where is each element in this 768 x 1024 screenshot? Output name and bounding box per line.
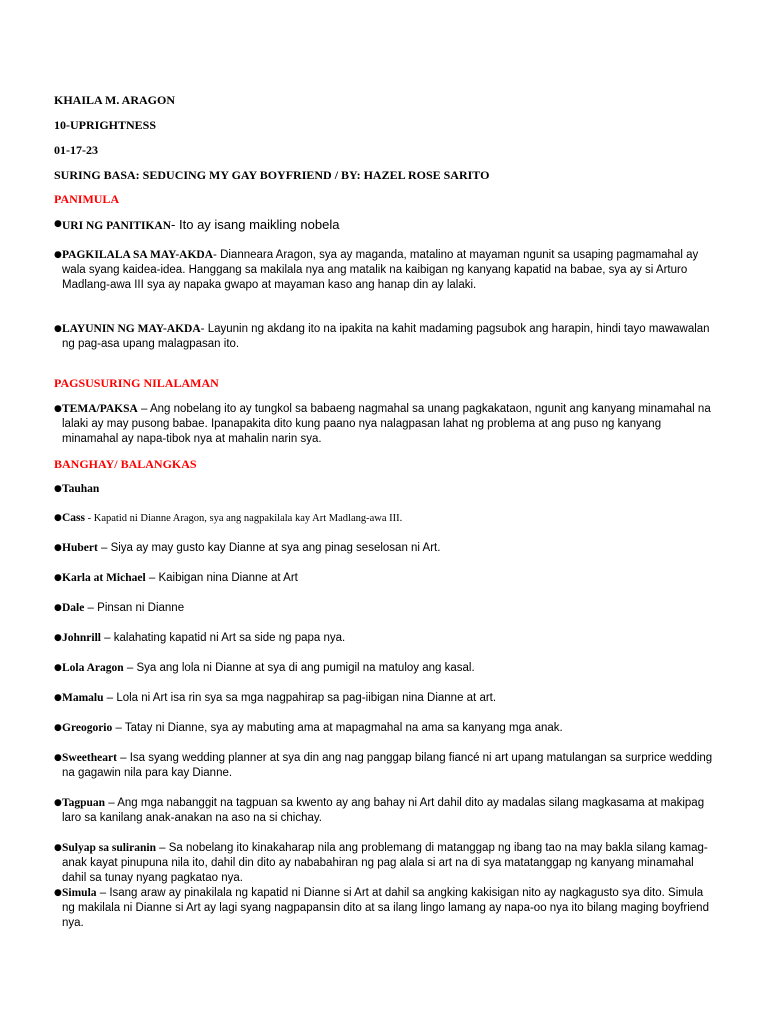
list-item: ● Simula – Isang araw ay pinakilala ng kapatid ni Dianne si Art at dahil sa angking kakisigan nito ay nagkagusto sya dito. Simula ng makilala ni Dianne si Art ay lagi syang nagpapansin dito at sa ilang lingo lamang ay napa-oo nya ito bilang maging boyfriend nya. (54, 887, 709, 929)
heading-panimula: PANIMULA (54, 192, 120, 206)
list-item: ● Mamalu – Lola ni Art isa rin sya sa mga nagpahirap sa pag-iibigan nina Dianne at art. (54, 692, 497, 704)
list-item: ● Tagpuan – Ang mga nabanggit na tagpuan sa kwento ay ang bahay ni Art dahil dito ay madalas silang magkasama at makipag laro sa kanilang anak-anakan na aso na si chichay. (54, 797, 705, 824)
list-item: ● Karla at Michael – Kaibigan nina Dianne at Art (54, 572, 298, 584)
bullet-icon: ● (54, 324, 62, 334)
list-item: ● Sweetheart – Isa syang wedding planner at sya din ang nag panggap bilang fiancé ni art upang matulangan sa surprice wedding na gagawin nila para kay Dianne. (54, 752, 713, 779)
list-item: ● Tauhan (54, 483, 100, 495)
document-title: SURING BASA: SEDUCING MY GAY BOYFRIEND / BY: HAZEL ROSE SARITO (54, 168, 490, 182)
list-item: ● Lola Aragon – Sya ang lola ni Dianne at sya di ang pumigil na matuloy ang kasal. (54, 662, 475, 674)
date-label: 01-17-23 (54, 143, 98, 157)
bullet-icon: ● (54, 888, 62, 898)
bullet-icon: ● (54, 843, 62, 853)
bullet-icon: ● (54, 543, 62, 553)
list-item: ● Cass - Kapatid ni Dianne Aragon, sya ang nagpakilala kay Art Madlang-awa III. (54, 512, 403, 524)
bullet-icon: ● (54, 753, 62, 763)
bullet-icon: ● (54, 250, 62, 260)
bullet-icon: ● (54, 404, 62, 414)
list-item: ● Dale – Pinsan ni Dianne (54, 602, 185, 614)
bullet-icon: ● (54, 513, 62, 523)
author-name: KHAILA M. ARAGON (54, 93, 176, 107)
list-item: ● Greogorio – Tatay ni Dianne, sya ay mabuting ama at mapagmahal na ama sa kanyang mga anak. (54, 722, 563, 734)
list-item: ● TEMA/PAKSA – Ang nobelang ito ay tungkol sa babaeng nagmahal sa unang pagkakataon, ngunit ang kanyang minamahal na lalaki ay may pusong babae. Ipanapakita dito kung paano nya nalagpasan lahat ng problema at ang puso ng kanyang minamahal ay napa-tibok nya at mahalin narin sya. (54, 403, 711, 445)
heading-pagsusuring-nilalaman: PAGSUSURING NILALAMAN (54, 376, 219, 390)
heading-banghay: BANGHAY/ BALANGKAS (54, 457, 197, 471)
list-item: ● Hubert – Siya ay may gusto kay Dianne at sya ang pinag seselosan ni Art. (54, 542, 441, 554)
bullet-icon: ● (54, 633, 62, 643)
list-item: ● Johnrill – kalahating kapatid ni Art sa side ng papa nya. (54, 632, 346, 644)
bullet-icon: ● (54, 663, 62, 673)
bullet-icon: ● (54, 603, 62, 613)
list-item: ● Sulyap sa suliranin – Sa nobelang ito kinakaharap nila ang problemang di matanggap ng ibang tao na may bakla silang kamag-anak kayat pinupuna nila ito, dahil din dito ay nababahiran ng pag alala si art na di sya matatanggap ng kanyang minamahal dahil sa tunay nyang pagkatao nya. (54, 842, 708, 884)
bullet-icon: ● (54, 219, 62, 229)
list-item: ● LAYUNIN NG MAY-AKDA- Layunin ng akdang ito na ipakita na kahit madaming pagsubok ang harapin, hindi tayo mawawalan ng pag-asa upang malagpasan ito. (54, 323, 710, 350)
list-item: ● URI NG PANITIKAN- Ito ay isang maikling nobela (54, 217, 340, 232)
bullet-icon: ● (54, 723, 62, 733)
bullet-icon: ● (54, 693, 62, 703)
list-item: ● PAGKILALA SA MAY-AKDA- Dianneara Aragon, sya ay maganda, matalino at mayaman ngunit sa usaping pagmamahal ay wala syang kaidea-idea. Hanggang sa makilala nya ang matalik na kaibigan ng kanyang kapatid na babae, sya ay si Arturo Madlang-awa III sya ay napaka gwapo at mayaman kaso ang hanap din ay lalaki. (54, 249, 699, 291)
bullet-icon: ● (54, 573, 62, 583)
bullet-icon: ● (54, 798, 62, 808)
section-label: 10-UPRIGHTNESS (54, 118, 157, 132)
bullet-icon: ● (54, 484, 62, 494)
